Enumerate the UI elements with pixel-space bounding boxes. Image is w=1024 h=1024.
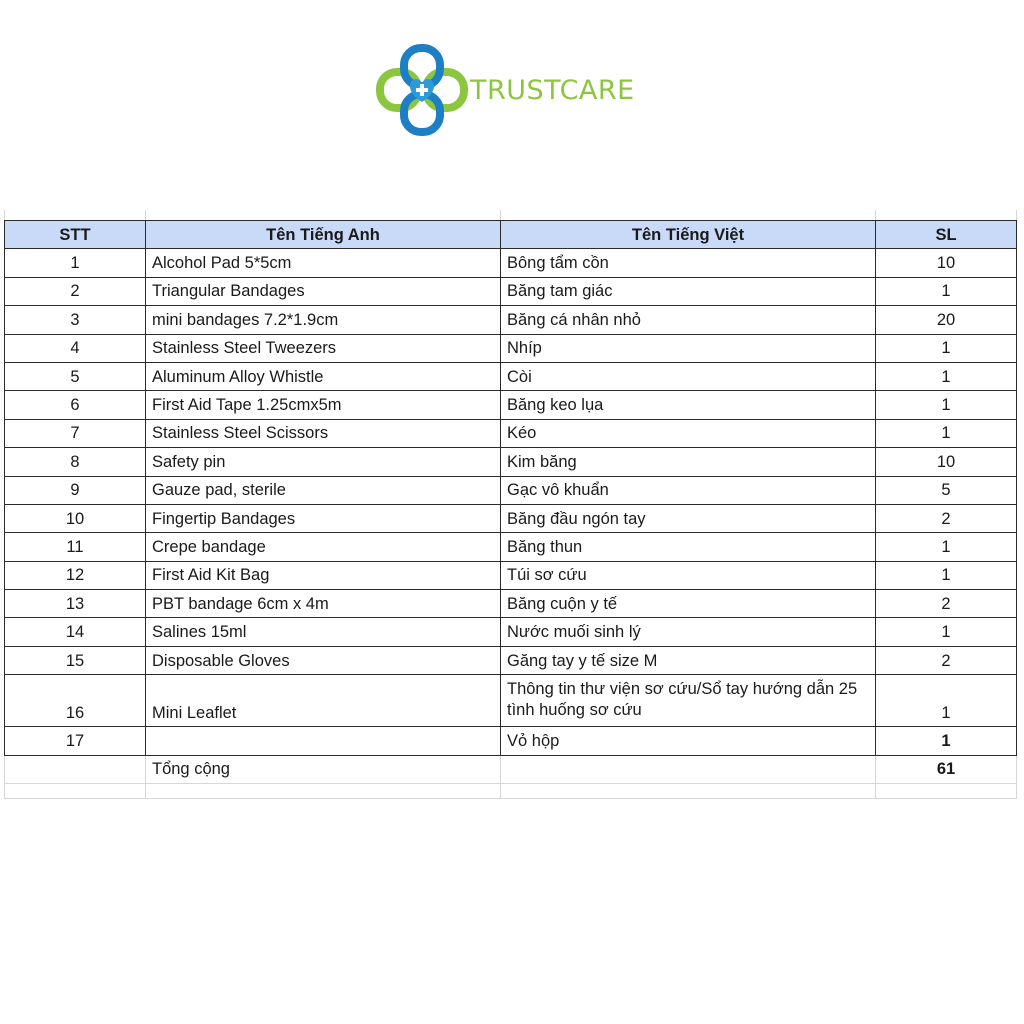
trustcare-logo	[376, 44, 635, 136]
row-english-name: First Aid Kit Bag	[146, 561, 501, 589]
total-value: 61	[876, 755, 1017, 783]
sheet-top-gridlines	[4, 210, 1016, 220]
row-vietnamese-name: Túi sơ cứu	[501, 561, 876, 589]
row-stt: 4	[5, 334, 146, 362]
row-quantity: 1	[876, 362, 1017, 390]
row-quantity: 1	[876, 277, 1017, 305]
row-quantity: 1	[876, 561, 1017, 589]
row-quantity: 2	[876, 504, 1017, 532]
row-english-name: Mini Leaflet	[146, 675, 501, 727]
row-vietnamese-name: Kim băng	[501, 448, 876, 476]
row-vietnamese-name: Băng tam giác	[501, 277, 876, 305]
row-quantity: 2	[876, 646, 1017, 674]
table-row	[5, 646, 1017, 674]
row-vietnamese-name: Thông tin thư viện sơ cứu/Sổ tay hướng dẫn 25 tình huống sơ cứu	[501, 675, 876, 727]
row-stt: 7	[5, 419, 146, 447]
table-row	[5, 675, 1017, 727]
row-english-name: First Aid Tape 1.25cmx5m	[146, 391, 501, 419]
table-row	[5, 419, 1017, 447]
row-english-name: Salines 15ml	[146, 618, 501, 646]
row-quantity: 10	[876, 249, 1017, 277]
table-row	[5, 504, 1017, 532]
row-vietnamese-name: Kéo	[501, 419, 876, 447]
row-english-name: Alcohol Pad 5*5cm	[146, 249, 501, 277]
row-english-name	[146, 727, 501, 755]
row-english-name: Safety pin	[146, 448, 501, 476]
table-row	[5, 391, 1017, 419]
cross-shield-logo-icon	[376, 44, 468, 136]
row-quantity: 10	[876, 448, 1017, 476]
row-stt: 2	[5, 277, 146, 305]
row-quantity: 20	[876, 306, 1017, 334]
row-quantity: 1	[876, 533, 1017, 561]
row-stt: 12	[5, 561, 146, 589]
row-stt: 11	[5, 533, 146, 561]
row-quantity: 5	[876, 476, 1017, 504]
row-english-name: Crepe bandage	[146, 533, 501, 561]
table-row	[5, 561, 1017, 589]
row-english-name: mini bandages 7.2*1.9cm	[146, 306, 501, 334]
row-english-name: Aluminum Alloy Whistle	[146, 362, 501, 390]
total-row	[5, 755, 1017, 783]
row-english-name: Disposable Gloves	[146, 646, 501, 674]
row-quantity: 1	[876, 618, 1017, 646]
row-vietnamese-name: Băng thun	[501, 533, 876, 561]
table-header-row	[5, 221, 1017, 249]
row-quantity: 1	[876, 727, 1017, 755]
table-row	[5, 362, 1017, 390]
row-vietnamese-name: Băng cá nhân nhỏ	[501, 306, 876, 334]
row-vietnamese-name: Băng cuộn y tế	[501, 590, 876, 618]
table-row	[5, 249, 1017, 277]
row-english-name: PBT bandage 6cm x 4m	[146, 590, 501, 618]
table-row	[5, 448, 1017, 476]
row-stt: 6	[5, 391, 146, 419]
row-english-name: Stainless Steel Scissors	[146, 419, 501, 447]
row-vietnamese-name: Găng tay y tế size M	[501, 646, 876, 674]
total-empty-cell	[501, 755, 876, 783]
row-english-name: Gauze pad, sterile	[146, 476, 501, 504]
total-label: Tổng cộng	[146, 755, 501, 783]
header-quantity: SL	[876, 221, 1017, 249]
table-row	[5, 618, 1017, 646]
row-stt: 1	[5, 249, 146, 277]
empty-grid-row	[5, 783, 1017, 798]
table-row	[5, 334, 1017, 362]
table-row	[5, 476, 1017, 504]
row-vietnamese-name: Nhíp	[501, 334, 876, 362]
row-stt: 9	[5, 476, 146, 504]
row-stt: 15	[5, 646, 146, 674]
spreadsheet	[4, 210, 1016, 799]
row-quantity: 2	[876, 590, 1017, 618]
row-stt: 8	[5, 448, 146, 476]
header-vietnamese-name: Tên Tiếng Việt	[501, 221, 876, 249]
table-row	[5, 277, 1017, 305]
table-row	[5, 306, 1017, 334]
row-vietnamese-name: Băng keo lụa	[501, 391, 876, 419]
row-quantity: 1	[876, 391, 1017, 419]
row-stt: 13	[5, 590, 146, 618]
header-stt: STT	[5, 221, 146, 249]
total-empty-cell	[5, 755, 146, 783]
table-row	[5, 727, 1017, 755]
first-aid-kit-table	[4, 220, 1017, 799]
row-stt: 16	[5, 675, 146, 727]
row-stt: 5	[5, 362, 146, 390]
row-vietnamese-name: Băng đầu ngón tay	[501, 504, 876, 532]
row-vietnamese-name: Gạc vô khuẩn	[501, 476, 876, 504]
brand-name: TRUSTCARE	[470, 74, 635, 106]
table-row	[5, 533, 1017, 561]
row-quantity: 1	[876, 675, 1017, 727]
row-quantity: 1	[876, 419, 1017, 447]
row-quantity: 1	[876, 334, 1017, 362]
row-stt: 3	[5, 306, 146, 334]
row-stt: 10	[5, 504, 146, 532]
row-stt: 17	[5, 727, 146, 755]
row-vietnamese-name: Nước muối sinh lý	[501, 618, 876, 646]
table-row	[5, 590, 1017, 618]
row-english-name: Triangular Bandages	[146, 277, 501, 305]
row-vietnamese-name: Bông tẩm cồn	[501, 249, 876, 277]
row-stt: 14	[5, 618, 146, 646]
row-vietnamese-name: Vỏ hộp	[501, 727, 876, 755]
row-english-name: Fingertip Bandages	[146, 504, 501, 532]
row-vietnamese-name: Còi	[501, 362, 876, 390]
header-english-name: Tên Tiếng Anh	[146, 221, 501, 249]
row-english-name: Stainless Steel Tweezers	[146, 334, 501, 362]
